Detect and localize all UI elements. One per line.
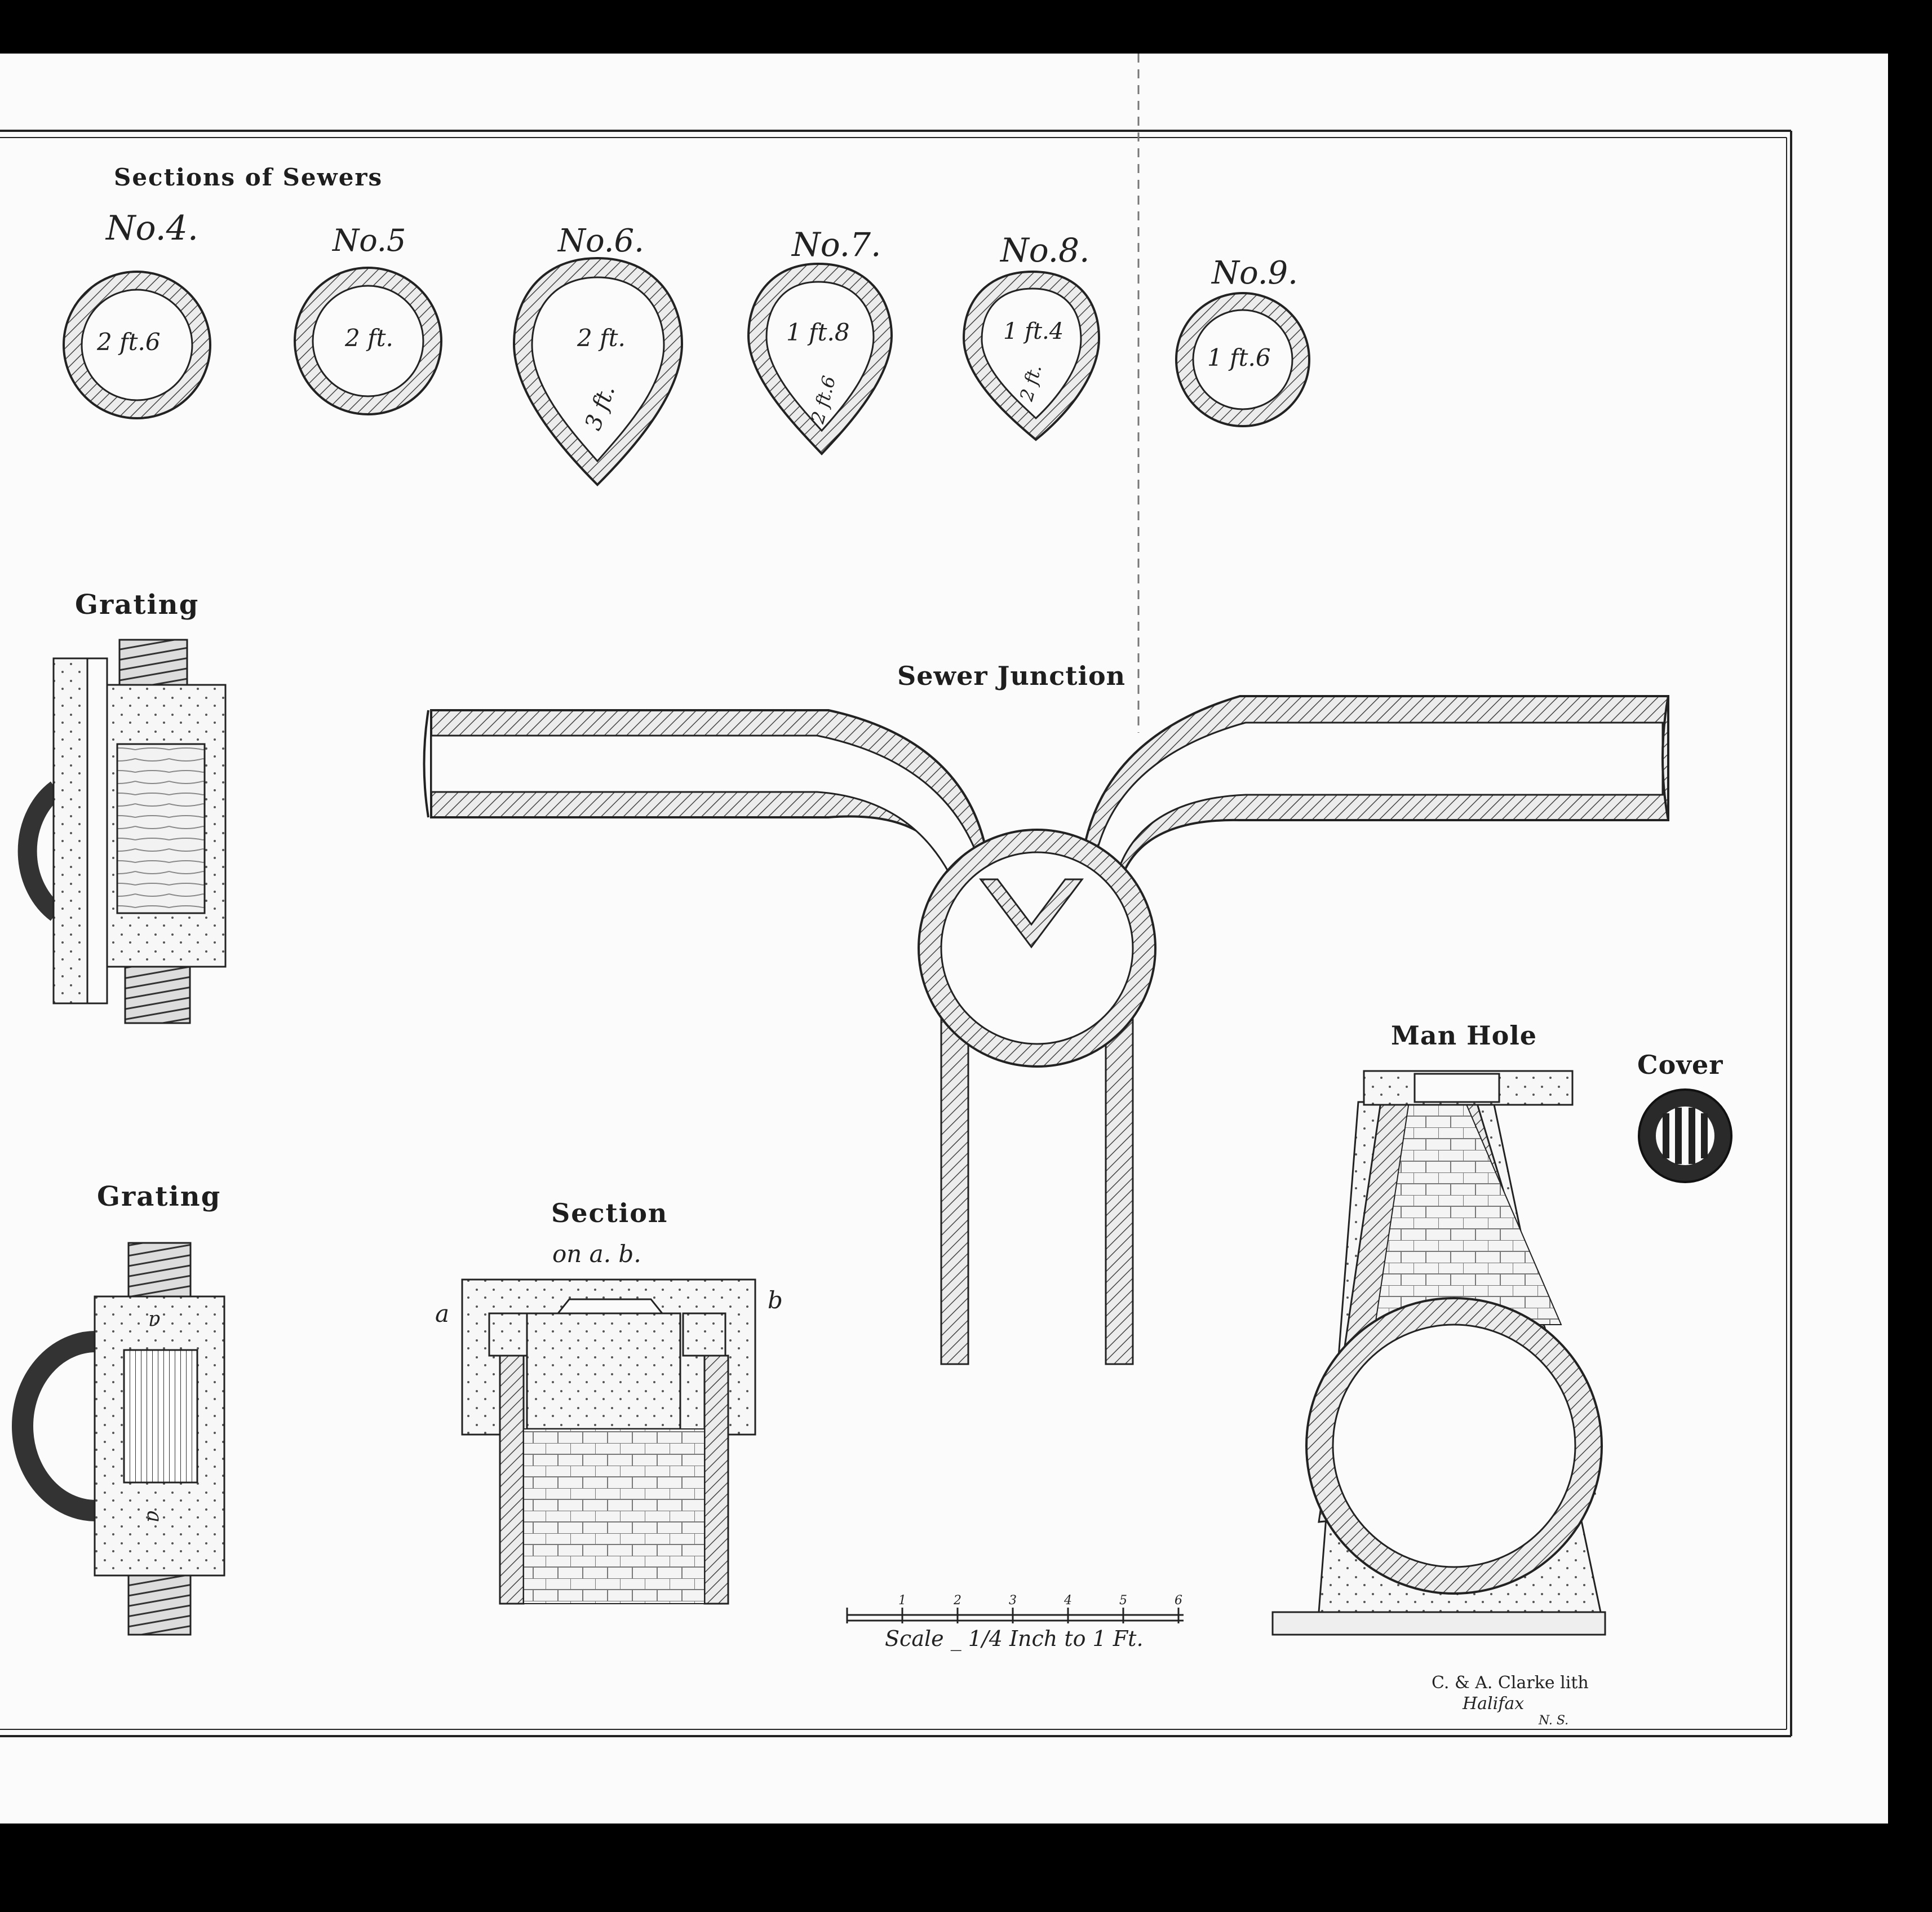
sewer-no6-height: 3 ft. [580,381,621,434]
imprint-line3: N. S. [1539,1714,1569,1728]
sewer-no8-height: 2 ft. [1015,362,1046,404]
sewer-no7-dimension: 1 ft.8 [786,318,850,346]
section-title: Section [551,1198,668,1228]
grating-bottom-drawing [23,1243,224,1635]
section-point-b: b [768,1286,783,1314]
imprint-line1: C. & A. Clarke lith [1432,1673,1589,1693]
sewer-no6-dimension: 2 ft. [577,324,626,352]
scale-tick-label: 3 [1009,1594,1017,1608]
cover-title: Cover [1637,1050,1723,1080]
sewer-section-no8 [964,272,1099,440]
sewer-no7-number: No.7. [792,225,881,264]
scale-bar [847,1615,1184,1621]
scale-tick-label: 2 [954,1594,961,1608]
section-ab-drawing [462,1280,755,1604]
sewer-no5-dimension: 2 ft. [345,324,393,352]
grating-top-drawing [28,640,225,1023]
sewer-no8-dimension: 1 ft.4 [1003,318,1064,344]
top-black-margin [0,0,1932,54]
sewer-no5-number: No.5 [333,223,406,258]
section-subtitle: on a. b. [552,1240,641,1268]
sewer-no9-dimension: 1 ft.6 [1207,344,1271,371]
sewer-no7-height: 2 ft.6 [807,373,840,426]
sewer-no6-number: No.6. [558,223,644,259]
man-hole-title: Man Hole [1391,1020,1537,1051]
sewer-section-no7 [748,264,892,454]
imprint-line2: Halifax [1463,1694,1525,1714]
sewer-junction-title: Sewer Junction [897,661,1126,691]
scale-tick-label: 5 [1119,1594,1127,1608]
scale-tick-label: 6 [1175,1594,1182,1608]
section-point-a: a [435,1300,450,1327]
right-black-margin [1888,54,1932,1912]
sewer-section-no6 [514,258,682,485]
grating-title-top: Grating [75,589,200,621]
scale-ticks [847,1594,1182,1623]
sewer-no4-dimension: 2 ft.6 [97,328,161,356]
man-hole-drawing [1273,1071,1605,1635]
grating-mark-bottom: a [143,1510,166,1523]
grating-title-bottom: Grating [97,1181,221,1212]
grating-mark-top: a [148,1310,161,1333]
sewer-no9-number: No.9. [1212,255,1298,291]
sewer-no8-number: No.8. [1000,231,1090,269]
scale-tick-label: 4 [1064,1594,1072,1608]
cover-drawing [1639,1090,1731,1182]
scale-tick-label: 1 [898,1594,906,1608]
sewer-no4-number: No.4. [106,209,198,248]
scale-label: Scale _ 1/4 Inch to 1 Ft. [885,1626,1144,1651]
sections-of-sewers-title: Sections of Sewers [114,163,383,191]
bottom-black-margin [0,1824,1932,1912]
